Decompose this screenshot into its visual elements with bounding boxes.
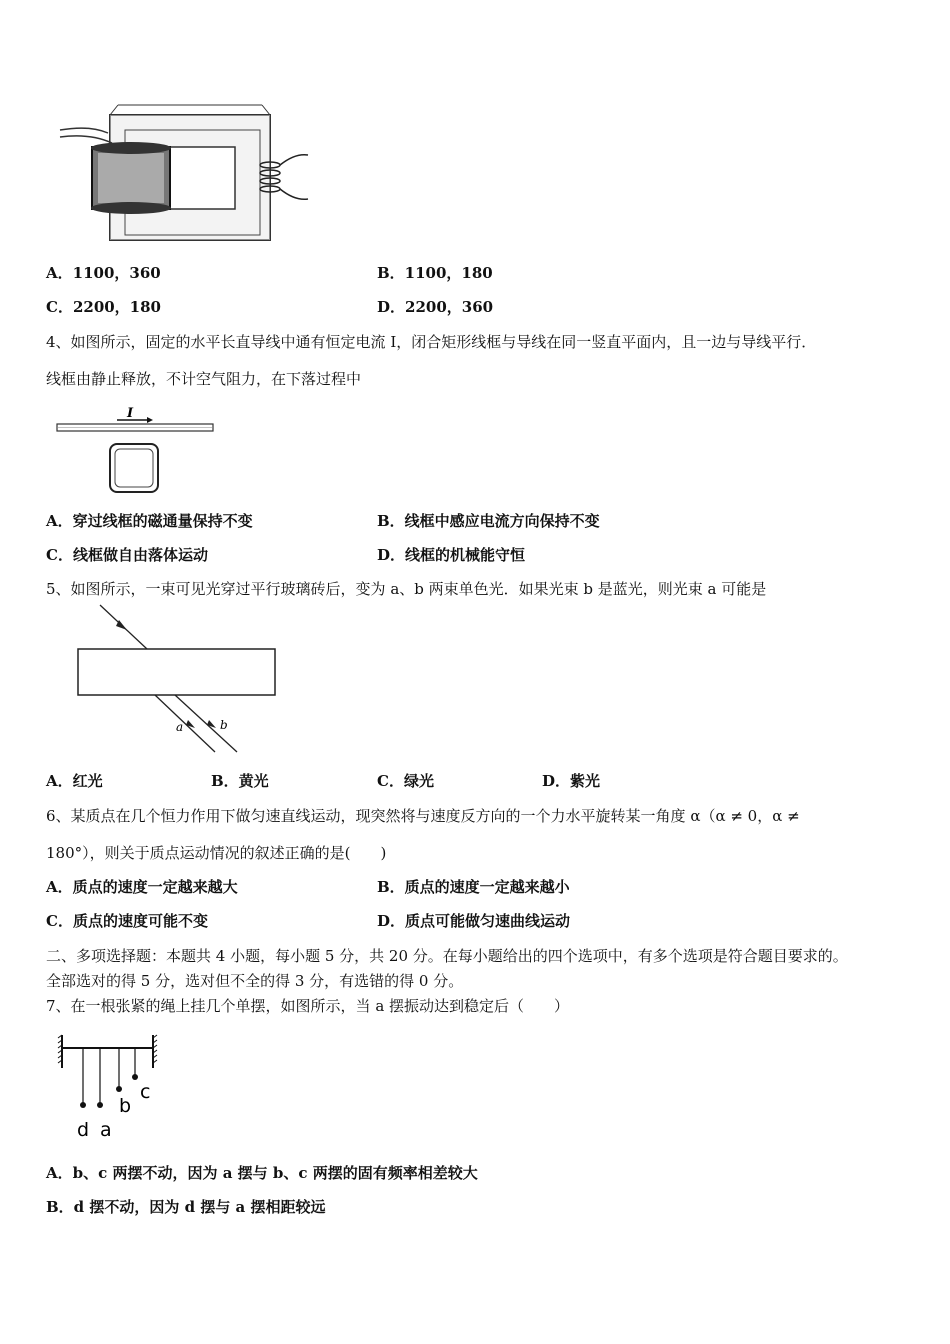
q5-option-a[interactable]: A．红光: [46, 772, 103, 790]
pendulum-c-label: c: [140, 1081, 151, 1103]
q3-option-b[interactable]: B．1100，180: [377, 264, 493, 282]
q7-option-b[interactable]: B．d 摆不动，因为 d 摆与 a 摆相距较远: [46, 1198, 326, 1216]
q3-option-a[interactable]: A．1100，360: [46, 264, 161, 282]
q7-option-a[interactable]: A．b、c 两摆不动，因为 a 摆与 b、c 两摆的固有频率相差较大: [46, 1164, 478, 1182]
q5-stem: 5、如图所示，一束可见光穿过平行玻璃砖后，变为 a、b 两束单色光．如果光束 b 是蓝光，则光束 a 可能是: [46, 580, 767, 598]
q4-option-b[interactable]: B．线框中感应电流方向保持不变: [377, 512, 600, 530]
q4-stem-line2: 线框由静止释放，不计空气阻力，在下落过程中: [46, 370, 362, 388]
pendulums-figure: [55, 1030, 165, 1142]
q3-option-d[interactable]: D．2200，360: [377, 298, 494, 316]
q3-option-c[interactable]: C．2200，180: [46, 298, 161, 316]
q7-stem: 7、在一根张紧的绳上挂几个单摆，如图所示，当 a 摆振动达到稳定后（ ）: [46, 997, 570, 1015]
q6-option-d[interactable]: D．质点可能做匀速曲线运动: [377, 912, 571, 930]
q5-option-d[interactable]: D．紫光: [542, 772, 601, 790]
q4-option-d[interactable]: D．线框的机械能守恒: [377, 546, 526, 564]
ray-a-label: a: [176, 720, 184, 734]
section2-header-line1: 二、多项选择题：本题共 4 小题，每小题 5 分，共 20 分。在每小题给出的四个选项中，有多个选项是符合题目要求的。: [46, 947, 848, 965]
q6-option-b[interactable]: B．质点的速度一定越来越小: [377, 878, 570, 896]
q6-stem-line2: 180°），则关于质点运动情况的叙述正确的是( ): [46, 844, 387, 862]
q4-option-a[interactable]: A．穿过线框的磁通量保持不变: [46, 512, 253, 530]
ray-b-label: b: [220, 718, 228, 732]
current-label: I: [127, 406, 134, 421]
q6-option-a[interactable]: A．质点的速度一定越来越大: [46, 878, 238, 896]
q6-stem-line1: 6、某质点在几个恒力作用下做匀速直线运动，现突然将与速度反方向的一个力水平旋转某一角度 α（α ≠ 0，α ≠: [46, 807, 800, 825]
pendulum-d-label: d: [77, 1119, 90, 1141]
wire-and-loop-figure: [55, 408, 220, 498]
q5-option-c[interactable]: C．绿光: [377, 772, 434, 790]
transformer-figure: [50, 105, 320, 250]
glass-brick-figure: [75, 605, 285, 755]
q4-stem-line1: 4、如图所示，固定的水平长直导线中通有恒定电流 I，闭合矩形线框与导线在同一竖直平面内，且一边与导线平行．: [46, 333, 817, 351]
q6-option-c[interactable]: C．质点的速度可能不变: [46, 912, 208, 930]
pendulum-a-label: a: [100, 1119, 112, 1141]
q5-option-b[interactable]: B．黄光: [211, 772, 269, 790]
q4-option-c[interactable]: C．线框做自由落体运动: [46, 546, 208, 564]
section2-header-line2: 全部选对的得 5 分，选对但不全的得 3 分，有选错的得 0 分。: [46, 972, 464, 990]
pendulum-b-label: b: [119, 1095, 132, 1117]
